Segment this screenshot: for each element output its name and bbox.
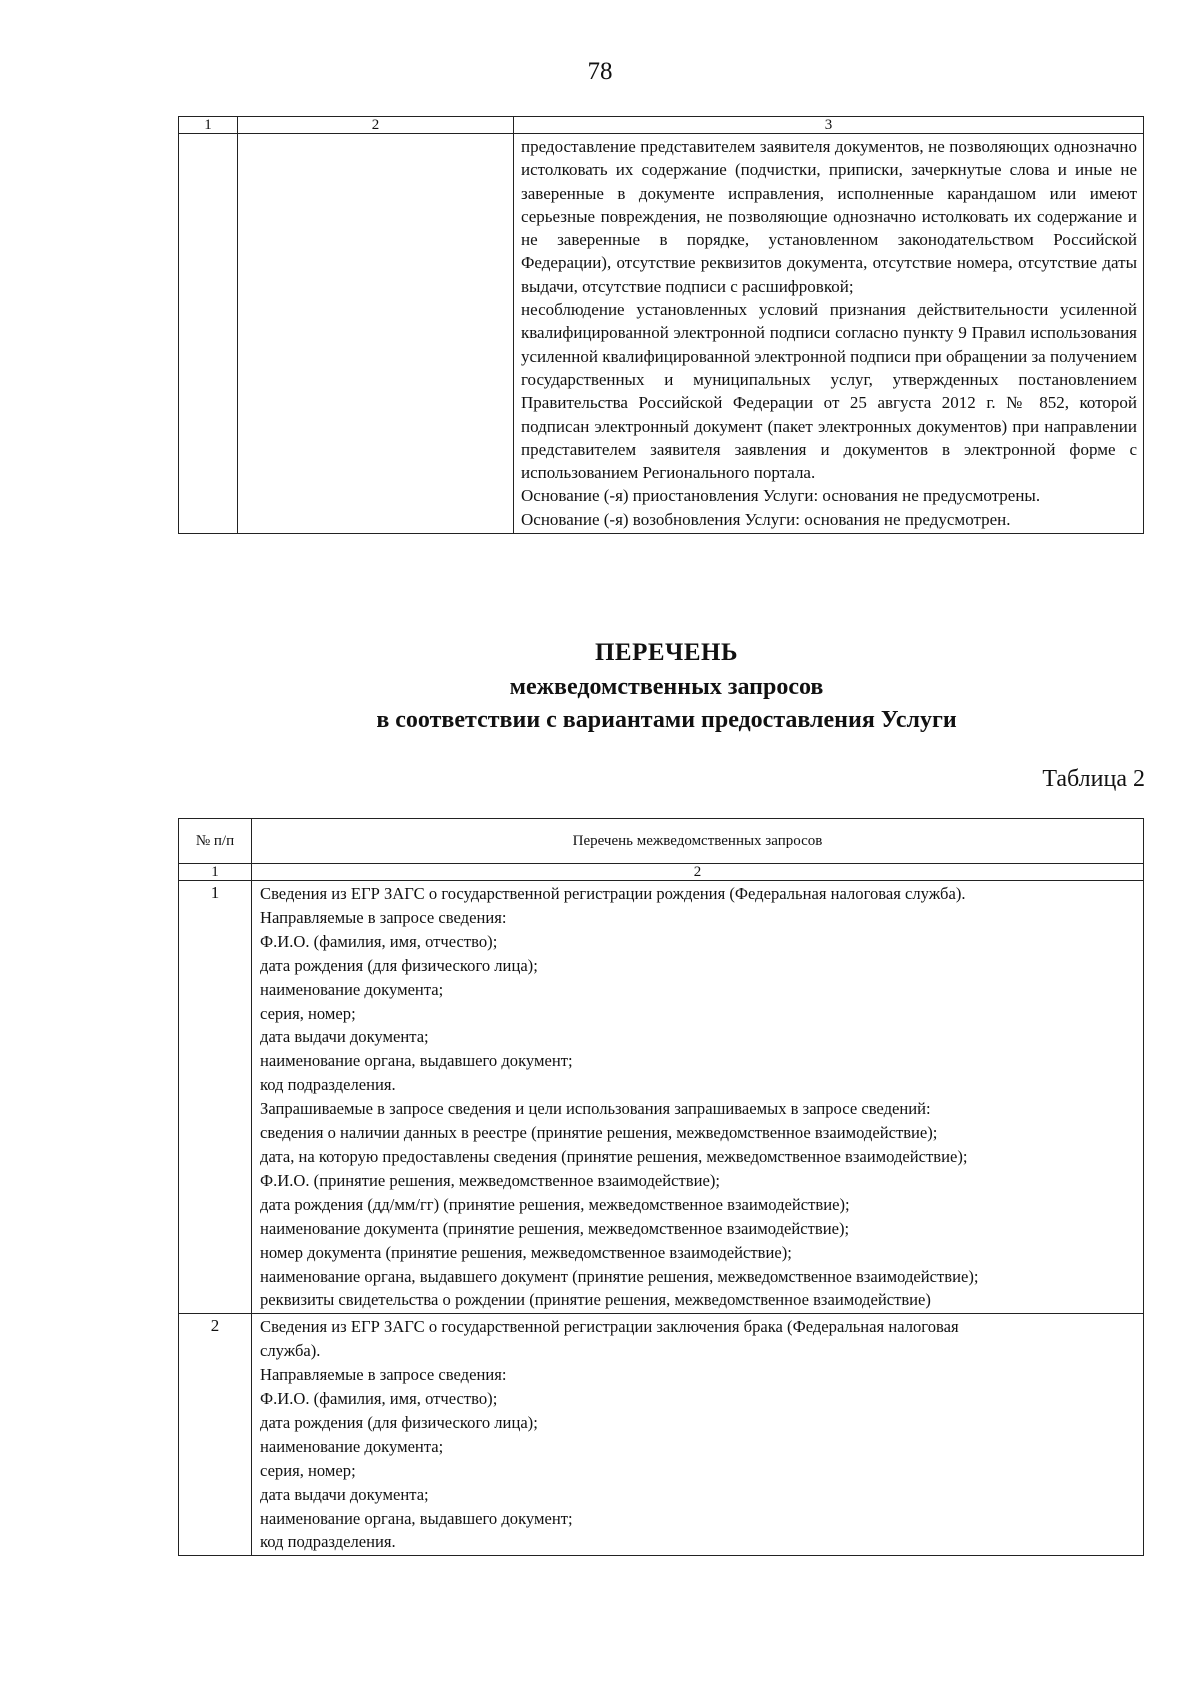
request-line: наименование органа, выдавшего документ (принятие решения, межведомственное взаимодействие);	[260, 1266, 979, 1286]
row-number: 2	[210, 1316, 220, 1336]
table-subheader-row	[179, 864, 1144, 881]
row-number: 1	[210, 883, 220, 902]
grounds-cell	[514, 134, 1144, 534]
empty-cell	[238, 134, 514, 534]
column-header-title: Перечень межведомственных запросов	[252, 819, 1144, 864]
request-line: код подразделения.	[260, 1075, 396, 1095]
request-line: сведения о наличии данных в реестре (принятие решения, межведомственное взаимодействие);	[260, 1123, 938, 1143]
column-number-2: 2	[252, 864, 1144, 881]
request-line: Сведения из ЕГР ЗАГС о государственной регистрации заключения брака (Федеральная налоговая	[260, 1317, 959, 1337]
request-cell	[252, 881, 1144, 1314]
request-cell	[252, 1314, 1144, 1556]
request-line: Направляемые в запросе сведения:	[260, 1365, 507, 1385]
table-header-row	[179, 117, 1144, 134]
request-line: Сведения из ЕГР ЗАГС о государственной регистрации рождения (Федеральная налоговая служба).	[260, 884, 966, 903]
table-row	[179, 134, 1144, 534]
table-header-row	[179, 819, 1144, 864]
table-caption: Таблица 2	[1042, 766, 1145, 792]
request-line: код подразделения.	[260, 1532, 396, 1552]
request-line: серия, номер;	[260, 1003, 356, 1023]
request-line: реквизиты свидетельства о рождении (принятие решения, межведомственное взаимодействие)	[260, 1290, 931, 1310]
request-line: Ф.И.О. (фамилия, имя, отчество);	[260, 1389, 498, 1409]
page-number: 78	[587, 58, 613, 85]
requirements-table-continuation	[178, 116, 1144, 534]
column-header-1: 1	[179, 117, 238, 134]
request-line: дата, на которую предоставлены сведения (принятие решения, межведомственное взаимодействие);	[260, 1146, 968, 1166]
suspension-grounds: Основание (-я) приостановления Услуги: основания не предусмотрены.	[521, 486, 1041, 506]
column-header-number: № п/п	[179, 819, 252, 864]
section-subtitle-2: в соответствии с вариантами предоставления Услуги	[376, 707, 957, 733]
request-line: Запрашиваемые в запросе сведения и цели использования запрашиваемых в запросе сведений:	[260, 1099, 931, 1119]
request-line: номер документа (принятие решения, межведомственное взаимодействие);	[260, 1242, 792, 1262]
section-subtitle: межведомственных запросов	[509, 674, 824, 700]
request-line: дата рождения (дд/мм/гг) (принятие решения, межведомственное взаимодействие);	[260, 1194, 850, 1214]
request-line: наименование документа;	[260, 979, 444, 999]
request-line: наименование документа (принятие решения, межведомственное взаимодействие);	[260, 1218, 850, 1238]
row-number-cell	[179, 881, 252, 1314]
column-number-1: 1	[179, 864, 252, 881]
table-row	[179, 881, 1144, 1314]
request-line: наименование органа, выдавшего документ;	[260, 1508, 573, 1528]
request-line: наименование документа;	[260, 1436, 444, 1456]
row-number-cell	[179, 1314, 252, 1556]
request-line: наименование органа, выдавшего документ;	[260, 1051, 573, 1071]
column-header-3: 3	[514, 117, 1144, 134]
request-line: дата рождения (для физического лица);	[260, 1412, 538, 1432]
request-line: Направляемые в запросе сведения:	[260, 907, 507, 927]
empty-cell	[179, 134, 238, 534]
resumption-grounds: Основание (-я) возобновления Услуги: основания не предусмотрен.	[521, 509, 1011, 529]
grounds-paragraph-documents: предоставление представителем заявителя документов, не позволяющих однозначно истолковать их содержание (подчистки, приписки, зачеркнутые слова и иные не заверенные в документе исправления, исполненные карандашом или имеют серьезные повреждения, не позволяющие однозначно истолковать их содержание и не заверенные в порядке, установленном законодательством Российской Федерации), отсутствие реквизитов документа, отсутствие номера, отсутствие даты выдачи, отсутствие подписи с расшифровкой;	[521, 137, 1137, 296]
request-line: дата рождения (для физического лица);	[260, 955, 538, 975]
request-line: дата выдачи документа;	[260, 1484, 429, 1504]
table-row	[179, 1314, 1144, 1556]
section-title: ПЕРЕЧЕНЬ	[594, 639, 739, 666]
request-line: служба).	[260, 1341, 321, 1361]
grounds-paragraph-signature: несоблюдение установленных условий признания действительности усиленной квалифицированной электронной подписи согласно пункту 9 Правил использования усиленной квалифицированной электронной подписи при обращении за получением государственных и муниципальных услуг, утвержденных постановлением Правительства Российской Федерации от 25 августа 2012 г. № 852, которой подписан электронный документ (пакет электронных документов) при направлении представителем заявителя заявления и документов в электронной форме с использованием Регионального портала.	[521, 300, 1137, 483]
column-header-2: 2	[238, 117, 514, 134]
interagency-requests-table	[178, 818, 1144, 1556]
request-line: дата выдачи документа;	[260, 1027, 429, 1047]
request-line: серия, номер;	[260, 1460, 356, 1480]
request-line: Ф.И.О. (принятие решения, межведомственное взаимодействие);	[260, 1170, 721, 1190]
request-line: Ф.И.О. (фамилия, имя, отчество);	[260, 931, 498, 951]
